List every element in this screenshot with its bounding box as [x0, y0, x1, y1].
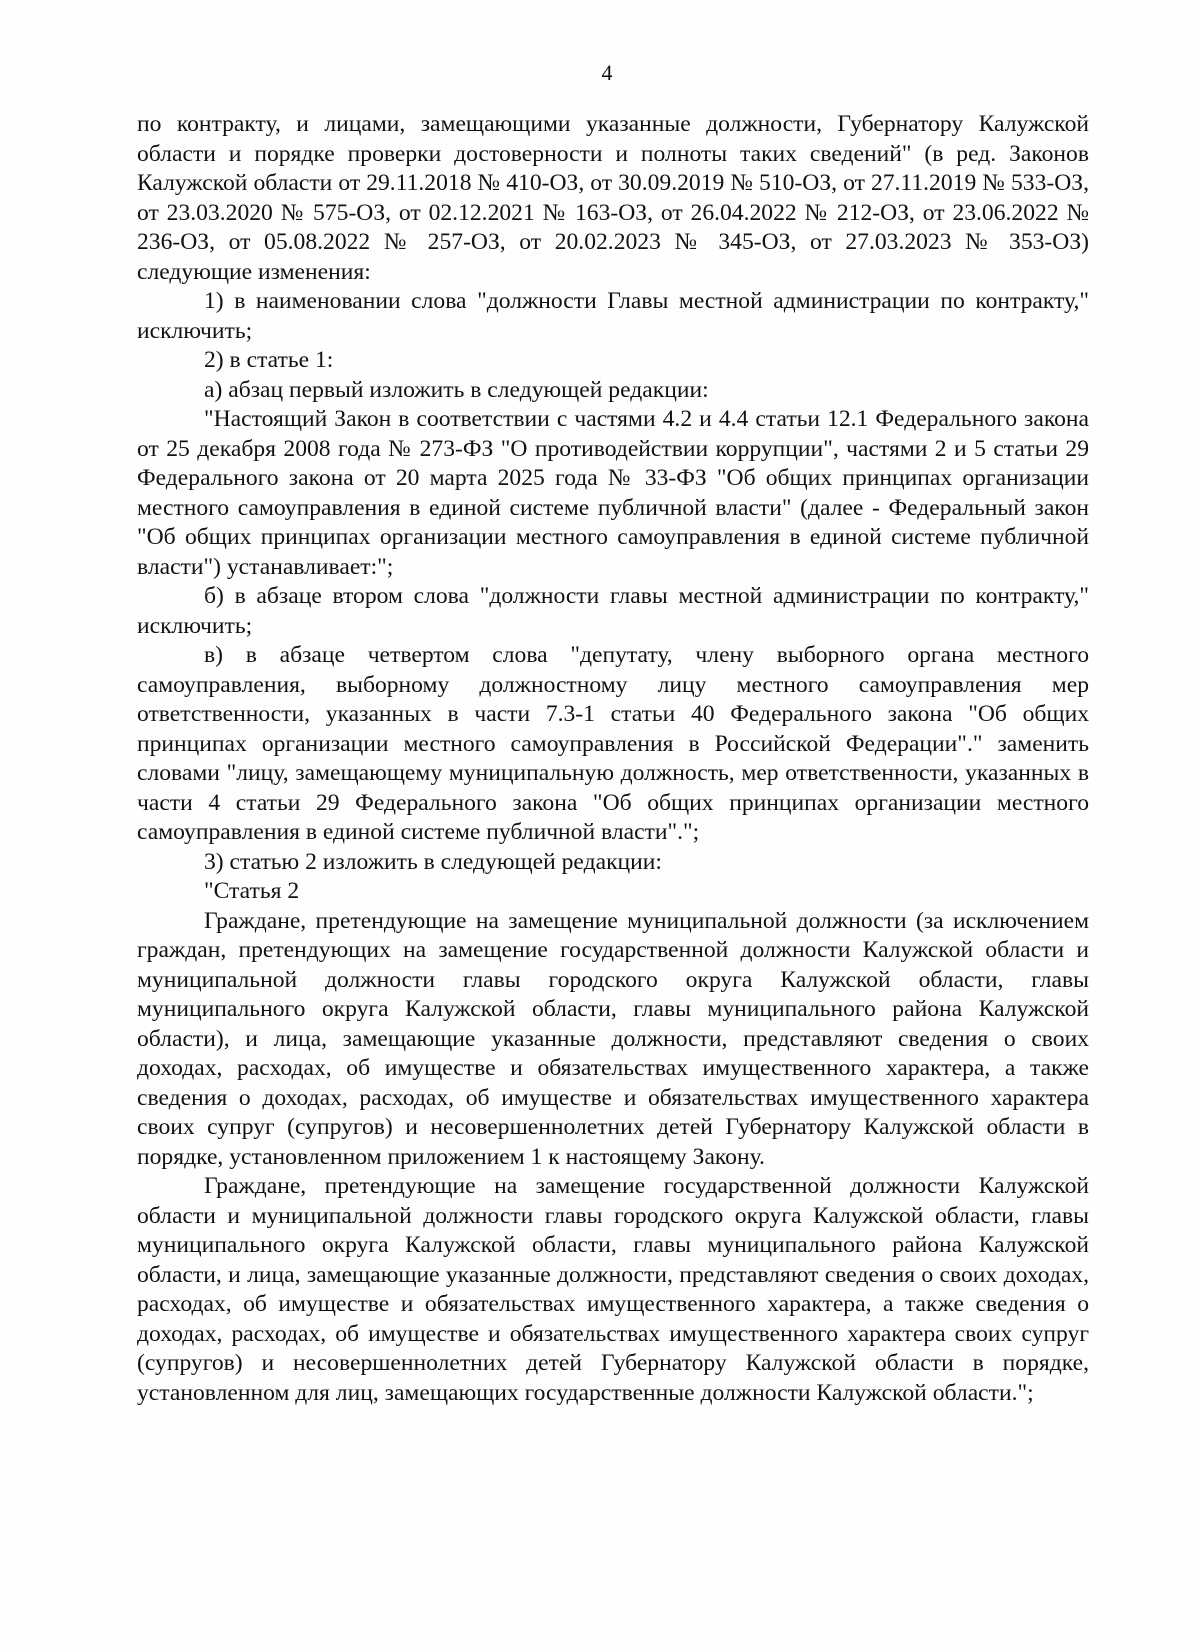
- page-number: 4: [601, 60, 613, 85]
- paragraph-subitem-v: в) в абзаце четвертом слова "депутату, члену выборного органа местного самоуправления, выборному должностному лицу местного самоуправления мер ответственности, указанных в части 7.3-1 статьи 40 Федерального закона "Об общих принципах организации местного самоуправления в Российской Федерации"." заменить словами "лицу, замещающему муниципальную должность, мер ответственности, указанных в части 4 статьи 29 Федерального закона "Об общих принципах организации местного самоуправления в единой системе публичной власти".";: [137, 642, 1089, 845]
- paragraph-item-1: 1) в наименовании слова "должности Главы местной администрации по контракту," исключить;: [137, 288, 1089, 344]
- paragraph-subitem-a: а) абзац первый изложить в следующей редакции:: [204, 376, 709, 403]
- paragraph-item-2: 2) в статье 1:: [204, 347, 334, 373]
- paragraph-intro-continuation: по контракту, и лицами, замещающими указанные должности, Губернатору Калужской области и порядке проверки достоверности и полноты таких сведений" (в ред. Законов Калужской области от 29.11.2018 № 410-ОЗ, от 30.09.2019 № 510-ОЗ, от 27.11.2019 № 533-ОЗ, от 23.03.2020 № 575-ОЗ, от 02.12.2021 № 163-ОЗ, от 26.04.2022 № 212-ОЗ, от 23.06.2022 № 236-ОЗ, от 05.08.2022 № 257-ОЗ, от 20.02.2023 № 345-ОЗ, от 27.03.2023 № 353-ОЗ) следующие изменения:: [137, 111, 1089, 285]
- article-2-part-1: Граждане, претендующие на замещение муниципальной должности (за исключением граждан, претендующих на замещение государственной должности Калужской области и муниципальной должности главы городского округа Калужской области, главы муниципального округа Калужской области, главы муниципального района Калужской области), и лица, замещающие указанные должности, представляют сведения о своих доходах, расходах, об имуществе и обязательствах имущественного характера, а также сведения о доходах, расходах, об имуществе и обязательствах имущественного характера своих супруг (супругов) и несовершеннолетних детей Губернатору Калужской области в порядке, установленном приложением 1 к настоящему Закону.: [137, 907, 1089, 1170]
- document-body: [137, 110, 1089, 1408]
- paragraph-item-3: 3) статью 2 изложить в следующей редакции:: [204, 848, 662, 875]
- paragraph-subitem-b: б) в абзаце втором слова "должности главы местной администрации по контракту," исключить;: [137, 583, 1089, 639]
- article-2-part-2: Граждане, претендующие на замещение государственной должности Калужской области и муниципальной должности главы городского округа Калужской области, главы муниципального округа Калужской области, главы муниципального района Калужской области, и лица, замещающие указанные должности, представляют сведения о своих доходах, расходах, об имуществе и обязательствах имущественного характера, а также сведения о доходах, расходах, об имуществе и обязательствах имущественного характера своих супруг (супругов) и несовершеннолетних детей Губернатору Калужской области в порядке, установленном для лиц, замещающих государственные должности Калужской области.";: [137, 1173, 1089, 1406]
- article-2-heading: "Статья 2: [204, 878, 300, 904]
- paragraph-quoted-first-abzac: "Настоящий Закон в соответствии с частями 4.2 и 4.4 статьи 12.1 Федерального закона от 25 декабря 2008 года № 273-ФЗ "О противодействии коррупции", частями 2 и 5 статьи 29 Федерального закона от 20 марта 2025 года № 33-ФЗ "Об общих принципах организации местного самоуправления в единой системе публичной власти" (далее - Федеральный закон "Об общих принципах организации местного самоуправления в единой системе публичной власти") устанавливает:";: [137, 406, 1089, 580]
